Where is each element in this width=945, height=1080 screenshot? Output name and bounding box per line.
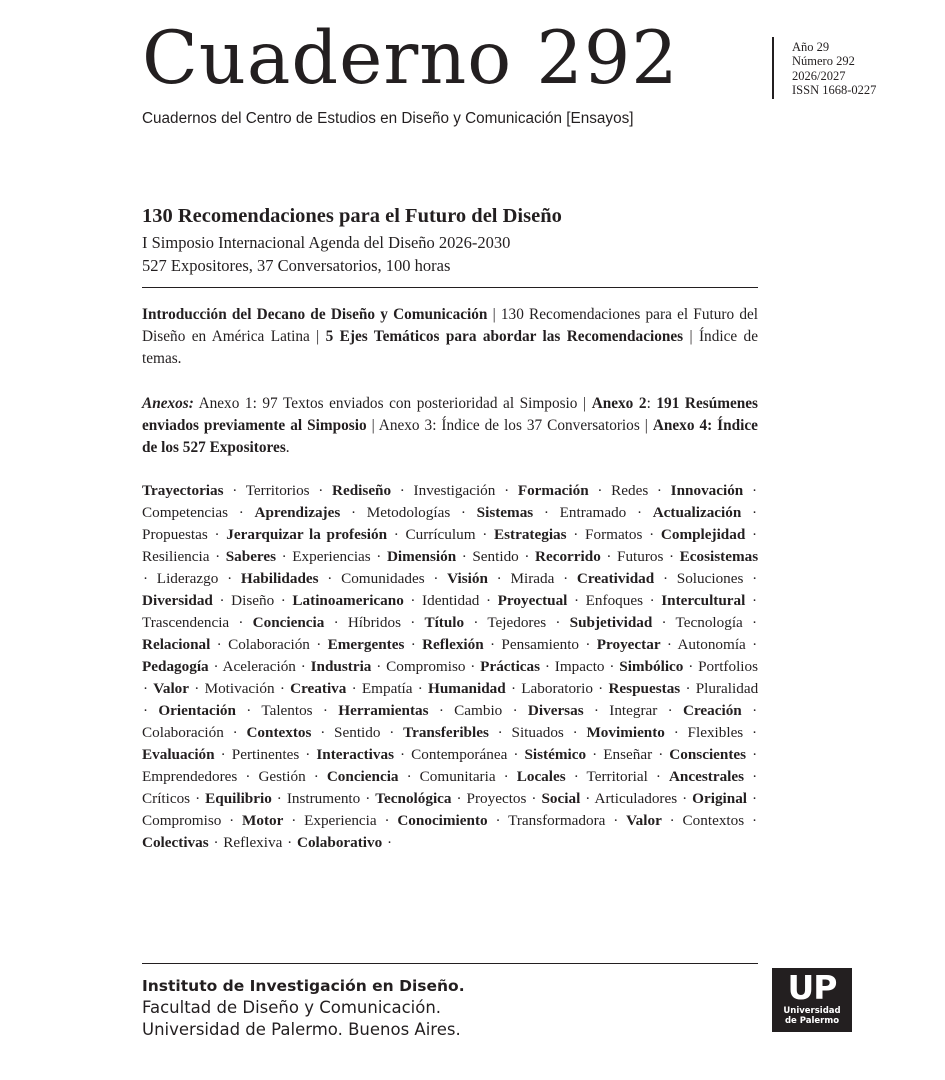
keyword-separator: · <box>143 702 149 719</box>
keyword: Prácticas <box>480 658 541 675</box>
keyword-separator: · <box>482 526 488 543</box>
keyword: Laboratorio <box>521 680 593 697</box>
keyword: Recorrido <box>535 548 601 565</box>
symposium-line: I Simposio Internacional Agenda del Diseño 2026-2030 <box>142 233 511 252</box>
keyword-separator: · <box>531 790 537 807</box>
keyword-separator: · <box>751 482 758 499</box>
keyword-separator: · <box>400 746 406 763</box>
keyword: Liderazgo <box>156 570 219 587</box>
keyword-separator: · <box>751 812 758 829</box>
keyword-separator: · <box>636 504 643 521</box>
keyword: Territorial <box>586 768 648 785</box>
publication-title: Cuaderno 292 <box>142 16 679 101</box>
keyword-separator: · <box>572 724 578 741</box>
keyword: Equilibrio <box>205 790 272 807</box>
keyword-separator: · <box>456 790 462 807</box>
keyword-separator: · <box>585 790 591 807</box>
keyword: Articuladores <box>594 790 678 807</box>
keyword: Humanidad <box>428 680 506 697</box>
keyword-separator: · <box>316 636 322 653</box>
keyword: Creatividad <box>576 570 655 587</box>
keyword-separator: · <box>333 614 339 631</box>
keyword: Diseño <box>231 592 275 609</box>
keyword: Conocimiento <box>397 812 488 829</box>
keyword-separator: · <box>751 526 758 543</box>
keyword-separator: · <box>752 614 758 631</box>
keyword: Conciencia <box>326 768 399 785</box>
keyword: Evaluación <box>142 746 215 763</box>
annexes-segment: Anexo 2 <box>591 395 647 412</box>
keyword-separator: · <box>305 746 311 763</box>
keyword-separator: · <box>669 548 675 565</box>
keyword-separator: · <box>495 812 501 829</box>
keyword-separator: · <box>592 746 598 763</box>
keyword-separator: · <box>486 592 492 609</box>
keyword: Resiliencia <box>142 548 210 565</box>
keyword-separator: · <box>214 526 220 543</box>
keyword-separator: · <box>598 680 604 697</box>
keyword-separator: · <box>655 768 661 785</box>
keyword-separator: · <box>213 658 219 675</box>
keyword-separator: · <box>752 702 758 719</box>
keyword: Valor <box>153 680 190 697</box>
keyword-separator: · <box>609 658 615 675</box>
keyword: Intercultural <box>661 592 746 609</box>
keyword-separator: · <box>667 702 673 719</box>
keyword-separator: · <box>573 526 579 543</box>
keyword: Tecnológica <box>375 790 452 807</box>
keyword: Título <box>424 614 465 631</box>
stats-line: 527 Expositores, 37 Conversatorios, 100 horas <box>142 256 451 275</box>
keyword-separator: · <box>752 790 758 807</box>
keyword-cloud <box>142 480 758 854</box>
keyword: Integrar <box>609 702 658 719</box>
keyword-separator: · <box>669 812 675 829</box>
keyword-separator: · <box>563 570 569 587</box>
keyword-separator: · <box>238 614 244 631</box>
keyword: Identidad <box>422 592 480 609</box>
keyword: Herramientas <box>338 702 429 719</box>
keyword: Gestión <box>258 768 306 785</box>
meta-year: Año 29 <box>792 40 830 54</box>
keyword: Creación <box>682 702 742 719</box>
keyword-separator: · <box>473 614 479 631</box>
keyword: Colectivas <box>142 834 209 851</box>
keyword-separator: · <box>399 482 405 499</box>
keyword-separator: · <box>279 680 285 697</box>
keyword-separator: · <box>585 636 591 653</box>
keyword: Estrategias <box>494 526 567 543</box>
footer-institute: Instituto de Investigación en Diseño. <box>142 977 465 995</box>
keyword: Saberes <box>225 548 277 565</box>
keyword: Social <box>541 790 581 807</box>
keyword-separator: · <box>524 548 530 565</box>
contents-segment: | 130 Recomendaciones para el Futuro del Diseño en América Latina | <box>142 306 759 345</box>
keyword: Orientación <box>158 702 236 719</box>
keyword-separator: · <box>658 746 664 763</box>
keyword: Experiencias <box>292 548 371 565</box>
keyword: Emergentes <box>327 636 405 653</box>
keyword: Innovación <box>670 482 744 499</box>
keyword: Visión <box>447 570 488 587</box>
keyword-separator: · <box>438 702 444 719</box>
keyword-separator: · <box>490 636 496 653</box>
keyword-separator: · <box>606 548 612 565</box>
keyword: Ancestrales <box>668 768 745 785</box>
keyword-separator: · <box>313 768 319 785</box>
keyword-separator: · <box>300 658 306 675</box>
keyword: Transformadora <box>508 812 606 829</box>
keyword-separator: · <box>593 702 599 719</box>
keyword-separator: · <box>365 790 371 807</box>
keyword-separator: · <box>327 570 333 587</box>
keyword: Contemporánea <box>411 746 508 763</box>
keyword: Reflexiva <box>223 834 283 851</box>
keyword: Propuestas <box>142 526 208 543</box>
keyword-separator: · <box>351 680 357 697</box>
keyword: Impacto <box>554 658 605 675</box>
annexes-paragraph <box>142 393 758 459</box>
keyword: Emprendedores <box>142 768 238 785</box>
keyword-separator: · <box>417 680 423 697</box>
keyword: Aprendizajes <box>254 504 341 521</box>
keyword: Sentido <box>472 548 519 565</box>
keyword: Complejidad <box>660 526 746 543</box>
keyword: Relacional <box>142 636 211 653</box>
keyword: Creativa <box>290 680 347 697</box>
keyword-separator: · <box>666 636 672 653</box>
keyword: Conscientes <box>669 746 747 763</box>
keyword-separator: · <box>322 702 328 719</box>
keyword: Sentido <box>334 724 381 741</box>
keyword-separator: · <box>497 724 503 741</box>
keyword-separator: · <box>673 724 679 741</box>
annexes-segment: Anexo 1: 97 Textos enviados con posterioridad al Simposio | <box>193 395 592 412</box>
keyword: Pluralidad <box>695 680 759 697</box>
keyword: Enseñar <box>603 746 653 763</box>
keyword-separator: · <box>393 526 399 543</box>
keyword-separator: · <box>410 614 416 631</box>
logo-mark: UP <box>787 968 837 1007</box>
keyword-separator: · <box>656 482 662 499</box>
keyword: Colaboración <box>228 636 310 653</box>
keyword-separator: · <box>281 548 287 565</box>
keyword: Instrumento <box>286 790 361 807</box>
keyword: Críticos <box>142 790 191 807</box>
keyword-separator: · <box>503 768 509 785</box>
keyword: Trayectorias <box>142 482 224 499</box>
meta-number: Número 292 <box>792 54 855 69</box>
keyword: Autonomía <box>677 636 746 653</box>
keyword-separator: · <box>752 504 758 521</box>
keyword: Comunitaria <box>419 768 496 785</box>
keyword: Investigación <box>413 482 496 499</box>
keyword: Metodologías <box>366 504 451 521</box>
keyword-separator: · <box>752 746 758 763</box>
contents-segment: 5 Ejes Temáticos para abordar las Recomendaciones <box>325 328 684 345</box>
keyword-separator: · <box>751 592 758 609</box>
keyword: Motivación <box>204 680 275 697</box>
keyword-separator: · <box>510 680 516 697</box>
keyword: Tejedores <box>487 614 547 631</box>
keyword-separator: · <box>276 790 282 807</box>
keyword-separator: · <box>376 548 382 565</box>
keyword: Empatía <box>361 680 413 697</box>
keyword: Conciencia <box>252 614 325 631</box>
keyword: Territorios <box>245 482 310 499</box>
keyword: Simbólico <box>619 658 684 675</box>
keyword: Trascendencia <box>142 614 230 631</box>
keyword-separator: · <box>685 680 691 697</box>
keyword: Motor <box>242 812 284 829</box>
keyword: Enfoques <box>585 592 644 609</box>
footer-university: Universidad de Palermo. Buenos Aires. <box>142 1020 461 1039</box>
keyword: Compromiso <box>386 658 466 675</box>
keyword-separator: · <box>216 636 222 653</box>
keyword: Redes <box>611 482 649 499</box>
keyword-separator: · <box>238 504 244 521</box>
keyword-separator: · <box>194 680 200 697</box>
keyword: Subjetividad <box>569 614 653 631</box>
keyword: Diversas <box>527 702 584 719</box>
keyword: Colaborativo <box>297 834 383 851</box>
keyword: Jerarquizar la profesión <box>226 526 388 543</box>
keyword-separator: · <box>470 658 476 675</box>
keyword: Formatos <box>585 526 643 543</box>
keyword: Sistemas <box>476 504 534 521</box>
keyword-separator: · <box>661 614 667 631</box>
keyword: Futuros <box>617 548 664 565</box>
keyword-separator: · <box>496 570 502 587</box>
keyword-separator: · <box>613 812 619 829</box>
keyword-separator: · <box>389 724 395 741</box>
keyword: Movimiento <box>586 724 665 741</box>
keyword: Ecosistemas <box>679 548 759 565</box>
keyword: Original <box>692 790 748 807</box>
logo-line-1: Universidad <box>783 1006 841 1016</box>
up-logo <box>772 968 852 1032</box>
series-subtitle: Cuadernos del Centro de Estudios en Diseño y Comunicación [Ensayos] <box>142 110 634 127</box>
keyword-separator: · <box>376 658 382 675</box>
keyword: Formación <box>517 482 589 499</box>
logo-line-2: de Palermo <box>784 1016 840 1026</box>
keyword: Proyectual <box>497 592 568 609</box>
keyword-separator: · <box>649 526 655 543</box>
title-divider <box>772 37 774 99</box>
annexes-segment: 191 Resúmenes enviados previamente al Simposio <box>142 395 758 434</box>
keyword: Rediseño <box>332 482 392 499</box>
keyword: Pertinentes <box>231 746 300 763</box>
keyword-separator: · <box>544 658 550 675</box>
contents-segment: Introducción del Decano de Diseño y Comunicación <box>142 306 488 323</box>
keyword: Actualización <box>652 504 742 521</box>
keyword: Colaboración <box>142 724 224 741</box>
keyword: Proyectar <box>596 636 661 653</box>
keyword: Contextos <box>246 724 312 741</box>
annexes-segment: : <box>646 395 657 412</box>
keyword: Tecnología <box>675 614 743 631</box>
keyword-separator: · <box>280 592 286 609</box>
keyword-separator: · <box>406 768 412 785</box>
keyword: Habilidades <box>240 570 319 587</box>
keyword: Compromiso <box>142 812 222 829</box>
keyword-separator: · <box>410 592 416 609</box>
keyword-separator: · <box>227 570 233 587</box>
keyword: Pensamiento <box>501 636 580 653</box>
keyword-separator: · <box>682 790 688 807</box>
keyword: Híbridos <box>347 614 401 631</box>
keyword-separator: · <box>433 570 439 587</box>
keyword-separator: · <box>752 570 758 587</box>
keyword-separator: · <box>573 768 579 785</box>
section-divider <box>142 287 758 288</box>
keyword: Respuestas <box>608 680 681 697</box>
issue-meta <box>792 40 876 98</box>
annexes-segment: Anexo 4: Índice de los 527 Expositores <box>142 417 758 456</box>
keyword-separator: · <box>573 592 580 609</box>
keyword-separator: · <box>543 504 549 521</box>
keyword-separator: · <box>143 680 149 697</box>
keyword-separator: · <box>752 636 758 653</box>
issue-heading: 130 Recomendaciones para el Futuro del Diseño <box>142 205 562 227</box>
keyword: Talentos <box>261 702 313 719</box>
keyword-separator: · <box>291 812 297 829</box>
keyword: Competencias <box>142 504 229 521</box>
keyword-separator: · <box>461 548 467 565</box>
keyword: Flexibles <box>687 724 744 741</box>
keyword-separator: · <box>232 724 238 741</box>
keyword-separator: · <box>504 482 510 499</box>
keyword-separator: · <box>232 482 238 499</box>
keyword: Entramado <box>559 504 627 521</box>
keyword: Situados <box>511 724 564 741</box>
keyword-separator: · <box>143 570 149 587</box>
footer-faculty: Facultad de Diseño y Comunicación. <box>142 998 442 1017</box>
keyword-separator: · <box>688 658 694 675</box>
meta-period: 2026/2027 <box>792 68 846 83</box>
keyword-separator: · <box>219 592 225 609</box>
footer-divider <box>142 963 758 964</box>
keyword-separator: · <box>245 768 251 785</box>
keyword-separator: · <box>287 834 293 851</box>
keyword-separator: · <box>752 768 758 785</box>
annexes-segment: . <box>285 439 290 456</box>
keyword-separator: · <box>320 724 326 741</box>
keyword-separator: · <box>513 746 519 763</box>
keyword-separator: · <box>649 592 655 609</box>
keyword-separator: · <box>662 570 669 587</box>
keyword: Portfolios <box>698 658 759 675</box>
keyword: Interactivas <box>316 746 394 763</box>
annexes-segment: | Anexo 3: Índice de los 37 Conversatorios | <box>366 417 653 434</box>
keyword: Experiencia <box>304 812 377 829</box>
keyword-separator: · <box>318 482 324 499</box>
keyword-separator: · <box>384 812 390 829</box>
keyword: Reflexión <box>422 636 484 653</box>
annexes-segment: Anexos: <box>142 395 194 412</box>
footer-institution <box>142 975 465 1041</box>
keyword-separator: · <box>215 548 221 565</box>
keyword-separator: · <box>410 636 416 653</box>
keyword: Proyectos <box>466 790 527 807</box>
keyword: Aceleración <box>222 658 296 675</box>
keyword-separator: · <box>597 482 603 499</box>
keyword: Mirada <box>510 570 555 587</box>
keyword-separator: · <box>387 834 393 851</box>
keyword: Currículum <box>405 526 476 543</box>
keyword-separator: · <box>512 702 518 719</box>
keyword-separator: · <box>555 614 561 631</box>
keyword: Sistémico <box>524 746 587 763</box>
keyword-separator: · <box>246 702 252 719</box>
contents-segment: | Índice de temas. <box>142 328 758 367</box>
keyword: Contextos <box>682 812 745 829</box>
keyword: Transferibles <box>403 724 489 741</box>
keyword: Dimensión <box>386 548 457 565</box>
keyword-separator: · <box>195 790 201 807</box>
keyword-separator: · <box>460 504 466 521</box>
keyword-separator: · <box>752 724 758 741</box>
keyword-separator: · <box>350 504 357 521</box>
keyword-separator: · <box>229 812 235 829</box>
keyword-separator: · <box>213 834 219 851</box>
contents-paragraph <box>142 304 758 370</box>
keyword: Latinoamericano <box>292 592 404 609</box>
keyword-separator: · <box>220 746 226 763</box>
keyword: Diversidad <box>142 592 213 609</box>
keyword: Comunidades <box>341 570 425 587</box>
keyword: Cambio <box>454 702 503 719</box>
keyword: Soluciones <box>676 570 744 587</box>
keyword: Locales <box>516 768 566 785</box>
keyword: Valor <box>626 812 662 829</box>
keyword: Pedagogía <box>142 658 209 675</box>
keyword: Industria <box>310 658 372 675</box>
meta-issn: ISSN 1668-0227 <box>792 83 877 98</box>
